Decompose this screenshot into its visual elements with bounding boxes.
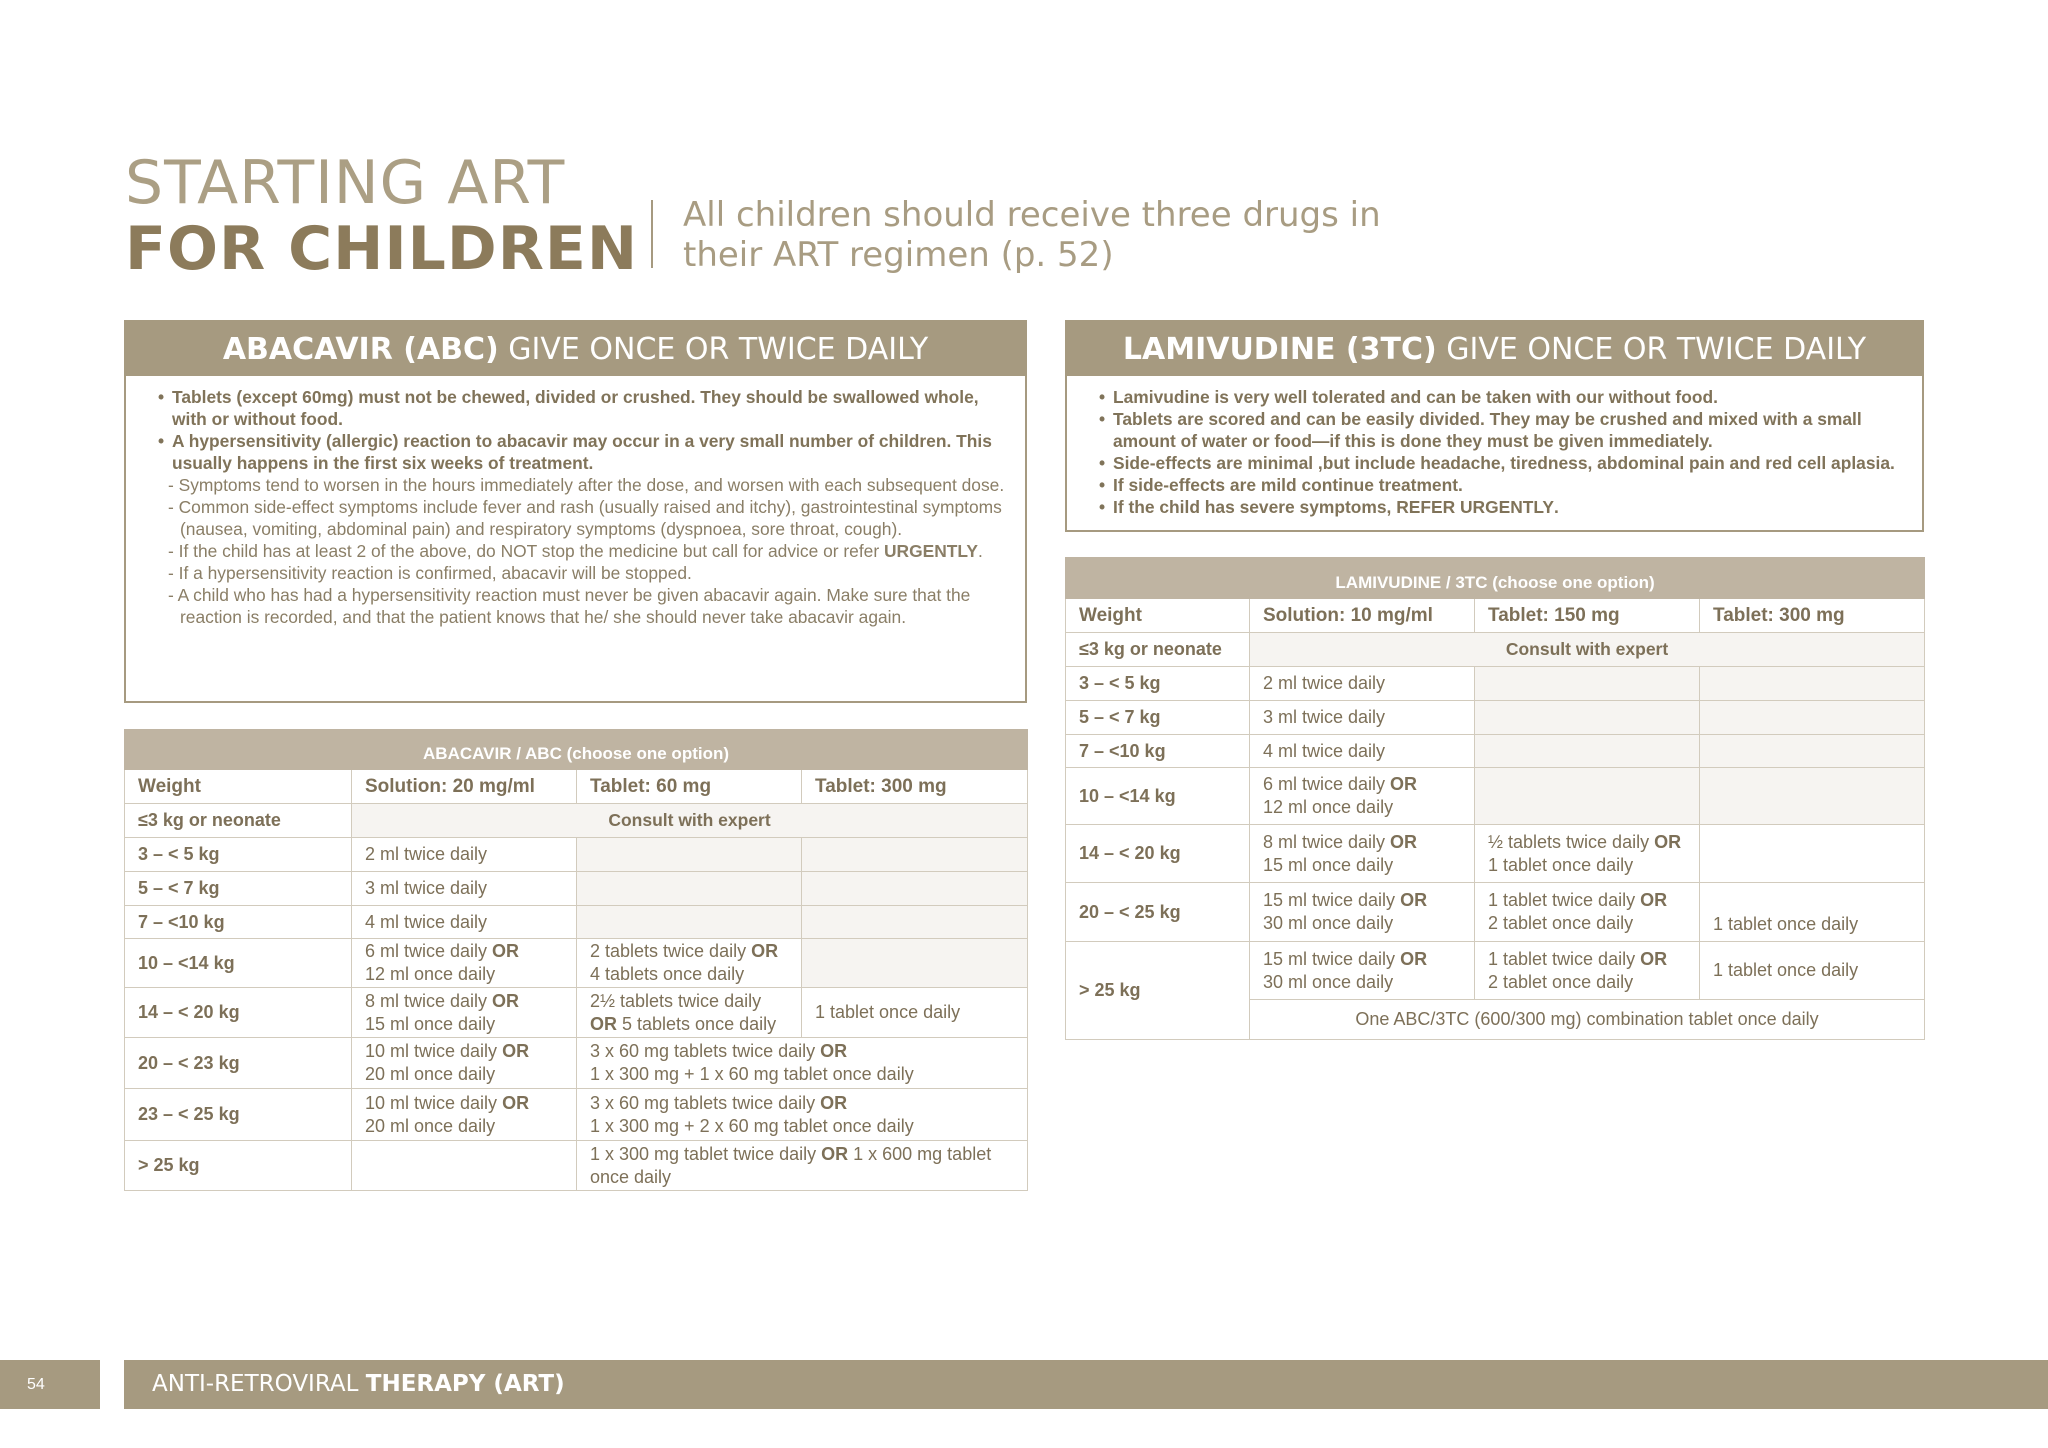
weight-cell: ≤3 kg or neonate	[1066, 633, 1250, 667]
dose-cell: 15 ml twice daily OR 30 ml once daily	[1250, 942, 1475, 1000]
weight-cell: 7 – <10 kg	[125, 906, 352, 939]
empty-cell	[1700, 735, 1925, 768]
table-row	[1066, 883, 1925, 942]
lamivudine-bullet: • If side-effects are mild continue treatment.	[1097, 474, 1902, 496]
empty-cell	[352, 1141, 577, 1191]
weight-cell: 23 – < 25 kg	[125, 1089, 352, 1141]
abacavir-heading-instruction: GIVE ONCE OR TWICE DAILY	[498, 332, 929, 367]
weight-cell: ≤3 kg or neonate	[125, 804, 352, 838]
lamivudine-bullet: • Tablets are scored and can be easily divided. They may be crushed and mixed with a small amount of water or food—if this is done they must be given immediately.	[1097, 408, 1902, 452]
dose-cell: 1 tablet once daily	[1700, 883, 1925, 942]
empty-cell	[1475, 667, 1700, 701]
weight-cell: 20 – < 23 kg	[125, 1038, 352, 1089]
weight-cell: 14 – < 20 kg	[1066, 825, 1250, 883]
abacavir-panel-heading	[126, 322, 1025, 376]
table-row	[1066, 633, 1925, 667]
column-header: Tablet: 150 mg	[1475, 599, 1700, 633]
weight-cell: 10 – <14 kg	[1066, 768, 1250, 825]
section-footer	[124, 1360, 2048, 1409]
table-caption: LAMIVUDINE / 3TC (choose one option)	[1066, 558, 1925, 599]
dose-cell: 2 ml twice daily	[1250, 667, 1475, 701]
empty-cell	[577, 872, 802, 906]
table-row	[125, 872, 1028, 906]
empty-cell	[802, 939, 1028, 988]
abacavir-sub-bullet: - If the child has at least 2 of the above, do NOT stop the medicine but call for advice or refer URGENTLY.	[156, 540, 1009, 562]
lamivudine-heading-drug: LAMIVUDINE (3TC)	[1122, 332, 1437, 367]
table-row	[125, 906, 1028, 939]
table-row	[125, 1141, 1028, 1191]
dose-cell: 3 ml twice daily	[352, 872, 577, 906]
consult-cell: Consult with expert	[1250, 633, 1925, 667]
dose-cell: ½ tablets twice daily OR 1 tablet once daily	[1475, 825, 1700, 883]
dose-cell: 2½ tablets twice daily OR 5 tablets once daily	[577, 988, 802, 1038]
section-footer-light: ANTI-RETROVIRAL	[152, 1371, 366, 1397]
weight-cell: 14 – < 20 kg	[125, 988, 352, 1038]
empty-cell	[1475, 701, 1700, 735]
weight-cell: > 25 kg	[1066, 942, 1250, 1040]
dose-cell: 6 ml twice daily OR 12 ml once daily	[352, 939, 577, 988]
table-row	[1066, 825, 1925, 883]
weight-cell: 20 – < 25 kg	[1066, 883, 1250, 942]
column-header: Weight	[125, 770, 352, 804]
table-caption: ABACAVIR / ABC (choose one option)	[125, 730, 1028, 770]
empty-cell	[802, 838, 1028, 872]
abacavir-info-panel	[124, 320, 1027, 703]
table-row	[125, 939, 1028, 988]
dose-cell: 10 ml twice daily OR 20 ml once daily	[352, 1038, 577, 1089]
abacavir-sub-bullet: - Symptoms tend to worsen in the hours immediately after the dose, and worsen with each subsequent dose.	[156, 474, 1009, 496]
dose-cell: 8 ml twice daily OR 15 ml once daily	[1250, 825, 1475, 883]
empty-cell	[577, 906, 802, 939]
empty-cell	[802, 872, 1028, 906]
weight-cell: 3 – < 5 kg	[125, 838, 352, 872]
consult-cell: Consult with expert	[352, 804, 1028, 838]
weight-cell: 3 – < 5 kg	[1066, 667, 1250, 701]
dose-cell: 3 x 60 mg tablets twice daily OR 1 x 300 mg + 2 x 60 mg tablet once daily	[577, 1089, 1028, 1141]
table-row	[125, 804, 1028, 838]
page-subtitle: All children should receive three drugs in their ART regimen (p. 52)	[683, 195, 1381, 275]
dose-cell: 1 tablet once daily	[802, 988, 1028, 1038]
dose-cell: 15 ml twice daily OR 30 ml once daily	[1250, 883, 1475, 942]
lamivudine-info-panel	[1065, 320, 1924, 532]
column-header: Weight	[1066, 599, 1250, 633]
table-row	[125, 988, 1028, 1038]
section-footer-bold: THERAPY (ART)	[365, 1371, 565, 1397]
lamivudine-panel-heading	[1067, 322, 1922, 376]
combination-cell: One ABC/3TC (600/300 mg) combination tablet once daily	[1250, 1000, 1925, 1040]
table-row	[1066, 667, 1925, 701]
column-header: Tablet: 60 mg	[577, 770, 802, 804]
abacavir-bullet: • Tablets (except 60mg) must not be chewed, divided or crushed. They should be swallowed whole, with or without food.	[156, 386, 1009, 430]
table-row	[125, 1089, 1028, 1141]
weight-cell: 5 – < 7 kg	[125, 872, 352, 906]
empty-cell	[1700, 667, 1925, 701]
column-header: Tablet: 300 mg	[802, 770, 1028, 804]
lamivudine-heading-instruction: GIVE ONCE OR TWICE DAILY	[1436, 332, 1867, 367]
dose-cell: 2 tablets twice daily OR 4 tablets once daily	[577, 939, 802, 988]
lamivudine-bullet: • If the child has severe symptoms, REFER URGENTLY.	[1097, 496, 1902, 518]
page-title-line2: FOR CHILDREN	[125, 214, 639, 284]
abacavir-bullet: • A hypersensitivity (allergic) reaction to abacavir may occur in a very small number of children. This usually happens in the first six weeks of treatment.	[156, 430, 1009, 474]
dose-cell: 10 ml twice daily OR 20 ml once daily	[352, 1089, 577, 1141]
weight-cell: 5 – < 7 kg	[1066, 701, 1250, 735]
dose-cell: 3 ml twice daily	[1250, 701, 1475, 735]
empty-cell	[1700, 701, 1925, 735]
abacavir-sub-bullet: - Common side-effect symptoms include fever and rash (usually raised and itchy), gastrointestinal symptoms (nausea, vomiting, abdominal pain) and respiratory symptoms (dyspnoea, sore throat, cough).	[156, 496, 1009, 540]
weight-cell: 10 – <14 kg	[125, 939, 352, 988]
table-row	[125, 838, 1028, 872]
abacavir-dosing-table	[124, 729, 1028, 1191]
empty-cell	[1475, 768, 1700, 825]
dose-cell: 3 x 60 mg tablets twice daily OR 1 x 300 mg + 1 x 60 mg tablet once daily	[577, 1038, 1028, 1089]
abacavir-sub-bullet: - A child who has had a hypersensitivity reaction must never be given abacavir again. Make sure that the reaction is recorded, and that the patient knows that he/ she should never take abacavir again.	[156, 584, 1009, 628]
dose-cell: 4 ml twice daily	[352, 906, 577, 939]
page-title	[125, 150, 638, 282]
dose-cell: 1 x 300 mg tablet twice daily OR 1 x 600 mg tablet once daily	[577, 1141, 1028, 1191]
empty-cell	[1700, 768, 1925, 825]
dose-cell: 1 tablet once daily	[1700, 942, 1925, 1000]
dose-cell: 2 ml twice daily	[352, 838, 577, 872]
column-header: Tablet: 300 mg	[1700, 599, 1925, 633]
column-header: Solution: 20 mg/ml	[352, 770, 577, 804]
weight-cell: > 25 kg	[125, 1141, 352, 1191]
abacavir-heading-drug: ABACAVIR (ABC)	[222, 332, 499, 367]
lamivudine-bullet: • Side-effects are minimal ,but include headache, tiredness, abdominal pain and red cell aplasia.	[1097, 452, 1902, 474]
dose-cell: 1 tablet twice daily OR 2 tablet once daily	[1475, 942, 1700, 1000]
lamivudine-bullet: • Lamivudine is very well tolerated and can be taken with our without food.	[1097, 386, 1902, 408]
abacavir-sub-bullet: - If a hypersensitivity reaction is confirmed, abacavir will be stopped.	[156, 562, 1009, 584]
table-row	[1066, 942, 1925, 1000]
dose-cell: 1 tablet twice daily OR 2 tablet once daily	[1475, 883, 1700, 942]
empty-cell	[1475, 735, 1700, 768]
empty-cell	[1700, 825, 1925, 883]
dose-cell: 6 ml twice daily OR 12 ml once daily	[1250, 768, 1475, 825]
empty-cell	[802, 906, 1028, 939]
table-row	[1066, 768, 1925, 825]
page-title-line1: STARTING ART	[125, 148, 566, 218]
table-row	[1066, 735, 1925, 768]
table-row	[1066, 701, 1925, 735]
page-number: 54	[0, 1360, 100, 1409]
empty-cell	[577, 838, 802, 872]
title-divider	[651, 200, 653, 268]
weight-cell: 7 – <10 kg	[1066, 735, 1250, 768]
dose-cell: 8 ml twice daily OR 15 ml once daily	[352, 988, 577, 1038]
dose-cell: 4 ml twice daily	[1250, 735, 1475, 768]
lamivudine-dosing-table	[1065, 557, 1925, 1040]
column-header: Solution: 10 mg/ml	[1250, 599, 1475, 633]
table-row	[125, 1038, 1028, 1089]
